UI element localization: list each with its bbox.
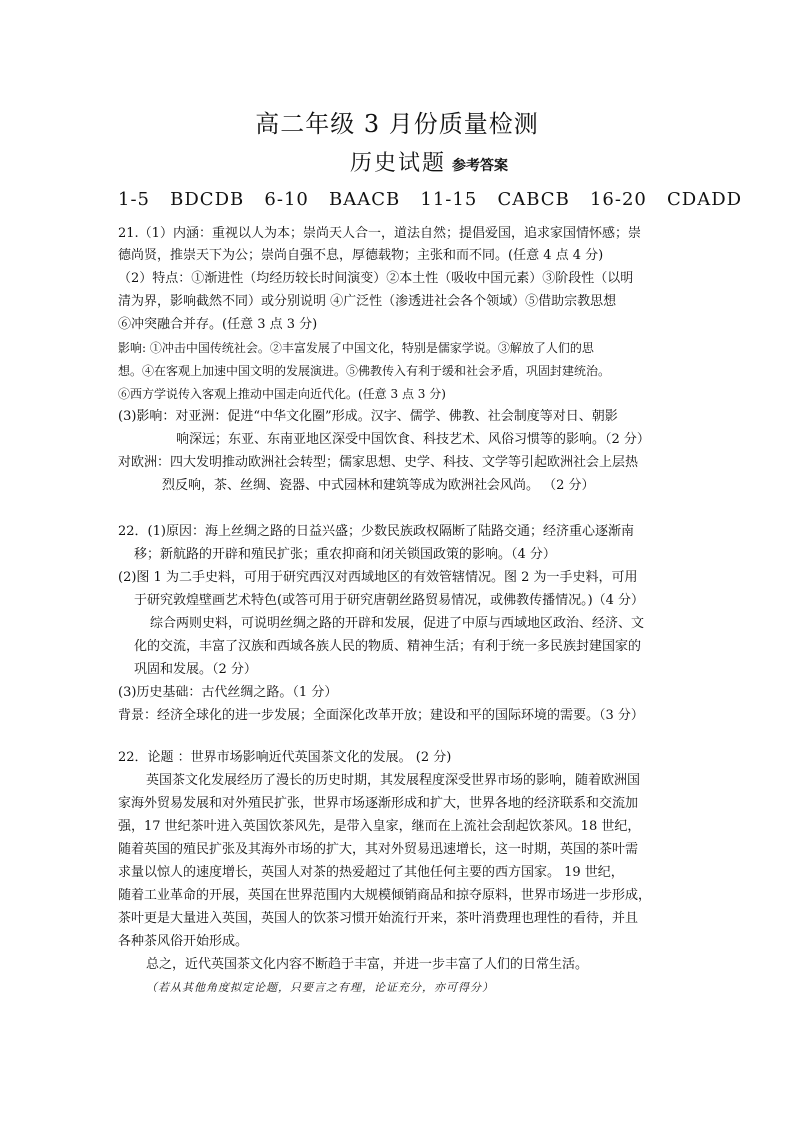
answer-line: 德尚贤，推崇天下为公；崇尚自强不息，厚德载物；主张和而不同。(任意 4 点 4 分) [118, 248, 604, 263]
answer-line: 化的交流，丰富了汉族和西域各族人民的物质、精神生活；有利于统一多民族封建国家的 [134, 639, 642, 654]
answer-line: 想。④在客观上加速中国文明的发展演进。⑤佛教传入有利于缓和社会矛盾，巩固封建统治。 [118, 364, 611, 378]
answer-line: 强，17 世纪茶叶进入英国饮茶风先，是带入皇家，继而在上流社会刮起饮茶风。18 世纪， [118, 819, 641, 834]
answer-line: 移；新航路的开辟和殖民扩张；重农抑商和闭关锁国政策的影响。（4 分） [134, 547, 556, 562]
answer-line: 随着工业革命的开展，英国在世界范围内大规模倾销商品和掠夺原料，世界市场进一步形成， [118, 888, 652, 903]
answer-line: ⑥冲突融合并存。(任意 3 点 3 分) [118, 317, 318, 332]
answer-line: 各种茶风俗开始形成。 [118, 934, 249, 949]
choice-answers: 1-5 BDCDB 6-10 BAACB 11-15 CABCB 16-20 CDADD [118, 189, 743, 210]
answer-line: 随着英国的殖民扩张及其海外市场的扩大，其对外贸易迅速增长，这一时期，英国的茶叶需 [118, 842, 639, 857]
answer-line: 21.（1）内涵：重视以人为本；崇尚天人合一，道法自然；提倡爱国，追求家国情怀感；崇 [118, 226, 641, 241]
scoring-note: （若从其他角度拟定论题，只要言之有理，论证充分，亦可得分） [146, 981, 494, 994]
answer-line: 对欧洲：四大发明推动欧洲社会转型；儒家思想、史学、科技、文学等引起欧洲社会上层热 [118, 455, 639, 470]
answer-line: (3)历史基础：古代丝绸之路。（1 分） [118, 685, 338, 700]
answer-line: 茶叶更是大量进入英国，英国人的饮茶习惯开始流行开来，茶叶消费理也理性的看待，并且 [118, 911, 639, 926]
answer-line: (3)影响：对亚洲：促进“中华文化圈”形成。汉字、儒学、佛教、社会制度等对日、朝影 [118, 409, 618, 424]
reference-answer-label: 参考答案 [452, 158, 509, 174]
answer-line: 家海外贸易发展和对外殖民扩张，世界市场逐渐形成和扩大，世界各地的经济联系和交流加 [118, 796, 639, 811]
subtitle-text: 历史试题 [350, 151, 447, 176]
answer-line: 于研究敦煌壁画艺术特色(或答可用于研究唐朝丝路贸易情况，或佛教传播情况。)（4 分） [134, 593, 645, 608]
answer-line: 响深远；东亚、东南亚地区深受中国饮食、科技艺术、风俗习惯等的影响。（2 分） [176, 432, 650, 447]
answer-line: (2)图 1 为二手史料，可用于研究西汉对西域地区的有效管辖情况。图 2 为一手史料，可用 [118, 570, 638, 585]
answer-line: ⑥西方学说传入客观上推动中国走向近代化。(任意 3 点 3 分) [118, 387, 446, 401]
page-title: 高二年级 3 月份质量检测 [255, 110, 539, 138]
answer-line: 背景：经济全球化的进一步发展；全面深化改革开放；建设和平的国际环境的需要。（3 分） [118, 708, 644, 723]
answer-line: 烈反响，茶、丝绸、瓷器、中式园林和建筑等成为欧洲社会风尚。 （2 分） [162, 478, 595, 493]
answer-line: 22．论题 ：世界市场影响近代英国茶文化的发展。 (2 分) [118, 750, 452, 765]
answer-line: 巩固和发展。（2 分） [134, 662, 257, 677]
page-subtitle [350, 146, 508, 177]
answer-line: 清为界，影响截然不同）或分别说明 ④广泛性（渗透进社会各个领域）⑤借助宗教思想 [118, 294, 617, 309]
answer-line: 总之，近代英国茶文化内容不断趋于丰富，并进一步丰富了人们的日常生活。 [146, 957, 589, 972]
answer-line: 22．(1)原因：海上丝绸之路的日益兴盛；少数民族政权隔断了陆路交通；经济重心逐渐南 [118, 524, 634, 539]
answer-line: 综合两则史料，可说明丝绸之路的开辟和发展，促进了中原与西域地区政治、经济、文 [150, 616, 645, 631]
answer-line: 英国茶文化发展经历了漫长的历史时期，其发展程度深受世界市场的影响，随着欧洲国 [146, 773, 641, 788]
answer-line: （2）特点：①渐进性（均经历较长时间演变）②本土性（吸收中国元素）③阶段性（以明 [118, 271, 634, 286]
answer-line: 求量以惊人的速度增长，英国人对茶的热爱超过了其他任何主要的西方国家。 19 世纪， [118, 865, 624, 880]
answer-line: 影响: ①冲击中国传统社会。②丰富发展了中国文化，特别是儒家学说。③解放了人们的思 [118, 341, 594, 355]
